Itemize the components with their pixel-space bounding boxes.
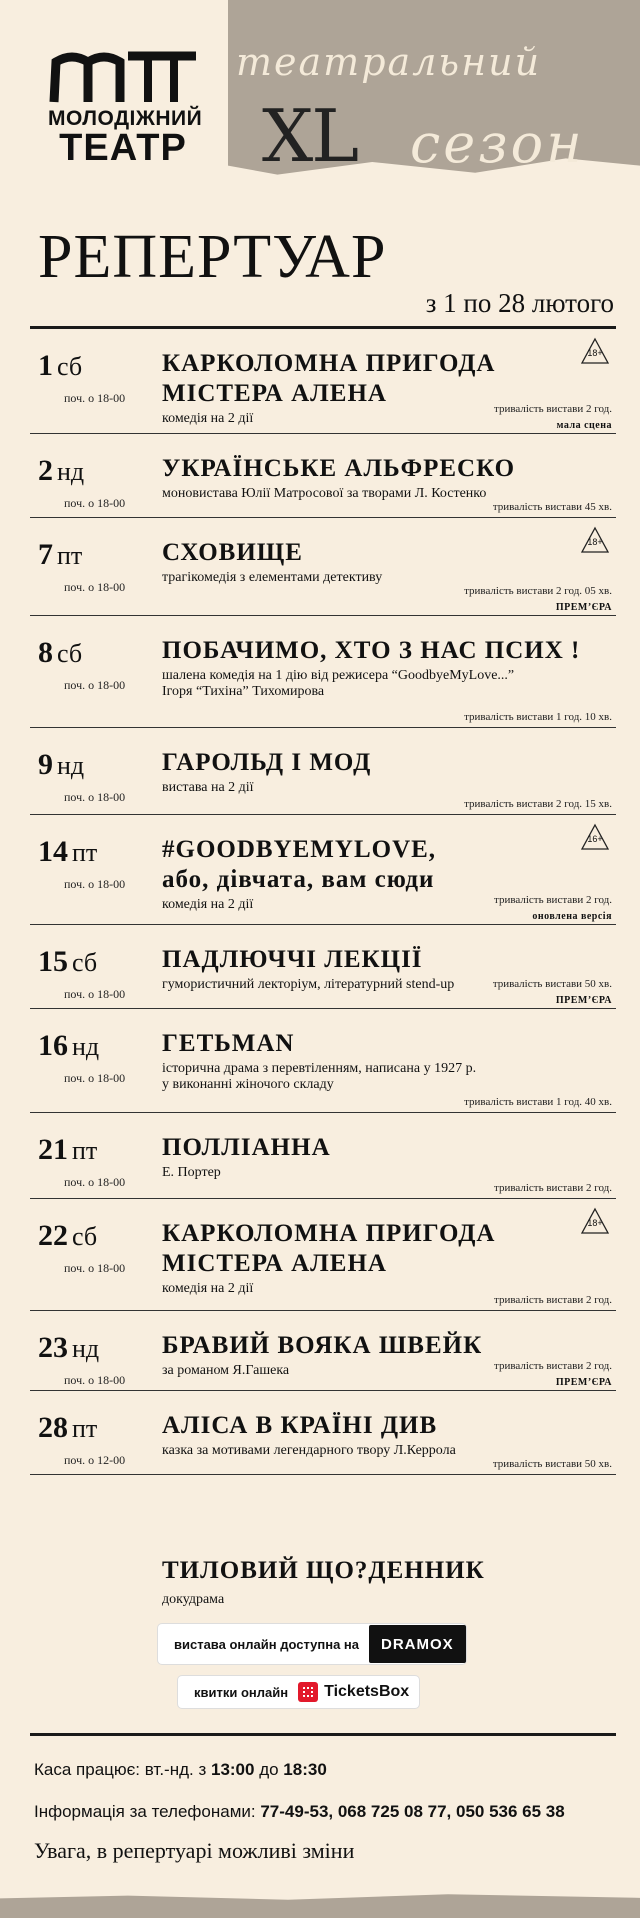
event-start-time: поч. о 18-00 bbox=[64, 678, 126, 692]
event-start-time: поч. о 12-00 bbox=[64, 1453, 126, 1467]
ticketsbox-logo: TicketsBox bbox=[324, 1683, 410, 1700]
event-title: ГЕТЬMAN bbox=[162, 1030, 295, 1057]
event-description: комедія на 2 дії bbox=[162, 897, 254, 912]
event-description: за романом Я.Гашека bbox=[162, 1363, 290, 1378]
ticketsbox-button[interactable] bbox=[178, 1676, 419, 1708]
logo-text-line1: МОЛОДІЖНИЙ bbox=[48, 107, 203, 130]
age-rating-badge bbox=[580, 823, 610, 851]
event-title: ГАРОЛЬД І МОД bbox=[162, 749, 372, 776]
age-rating-badge bbox=[580, 1207, 610, 1235]
event-tag: ПРЕМ’ЄРА bbox=[555, 602, 612, 613]
page-title: РЕПЕРТУАР bbox=[38, 223, 387, 291]
age-rating: 18+ bbox=[587, 348, 603, 358]
event-day: 16 bbox=[38, 1029, 68, 1062]
age-rating-badge bbox=[580, 337, 610, 365]
age-rating: 16+ bbox=[587, 834, 603, 844]
tickets-label: квитки онлайн bbox=[194, 1684, 289, 1700]
event-start-time: поч. о 18-00 bbox=[64, 391, 126, 405]
season-word: сезон bbox=[410, 112, 585, 175]
online-show-block bbox=[30, 1548, 616, 1726]
event-description: вистава на 2 дії bbox=[162, 780, 254, 795]
event-description-line2: у виконанні жіночого складу bbox=[162, 1077, 334, 1092]
event-description: комедія на 2 дії bbox=[162, 411, 254, 426]
event-row bbox=[30, 518, 616, 616]
event-date bbox=[38, 1219, 97, 1253]
event-day: 21 bbox=[38, 1133, 68, 1166]
event-weekday: пт bbox=[72, 1136, 98, 1165]
phone-info bbox=[34, 1802, 565, 1822]
event-weekday: нд bbox=[57, 751, 85, 780]
event-start-time: поч. о 18-00 bbox=[64, 987, 126, 1001]
date-range: з 1 по 28 лютого bbox=[425, 288, 614, 318]
event-date bbox=[38, 835, 97, 869]
event-day: 7 bbox=[38, 538, 53, 571]
event-weekday: нд bbox=[57, 457, 85, 486]
event-tag: ПРЕМ’ЄРА bbox=[555, 1377, 612, 1388]
event-day: 8 bbox=[38, 636, 53, 669]
event-description: казка за мотивами легендарного твору Л.Керрола bbox=[162, 1443, 456, 1458]
event-title: УКРАЇНСЬКЕ АЛЬФРЕСКО bbox=[162, 455, 516, 482]
box-office-open: 13:00 bbox=[210, 1760, 255, 1779]
box-office-hours bbox=[34, 1760, 327, 1780]
event-day: 1 bbox=[38, 349, 53, 382]
event-date bbox=[38, 748, 84, 782]
event-row bbox=[30, 329, 616, 434]
event-tag: мала сцена bbox=[556, 420, 612, 431]
schedule-warning: Увага, в репертуарі можливі зміни bbox=[34, 1838, 355, 1863]
event-date bbox=[38, 538, 82, 572]
online-show-desc: докудрама bbox=[162, 1592, 225, 1607]
event-row bbox=[30, 1199, 616, 1311]
event-description: шалена комедія на 1 дію від режисера “GoodbyeMyLove...” bbox=[162, 668, 515, 683]
event-description-line2: Ігоря “Тихіна” Тихомирова bbox=[162, 684, 325, 699]
event-start-time: поч. о 18-00 bbox=[64, 1175, 126, 1189]
event-title-line2: або, дівчата, вам сюди bbox=[162, 866, 435, 893]
event-weekday: нд bbox=[72, 1032, 100, 1061]
event-duration: тривалість вистави 1 год. 40 хв. bbox=[464, 1096, 612, 1108]
event-date bbox=[38, 1029, 99, 1063]
repertoire-list bbox=[30, 329, 616, 1475]
event-date bbox=[38, 349, 82, 383]
event-tag: оновлена версія bbox=[532, 911, 612, 922]
event-row bbox=[30, 434, 616, 518]
event-weekday: сб bbox=[72, 948, 98, 977]
event-weekday: пт bbox=[72, 838, 98, 867]
divider bbox=[30, 1733, 616, 1736]
event-date bbox=[38, 945, 97, 979]
event-start-time: поч. о 18-00 bbox=[64, 496, 126, 510]
event-tag: ПРЕМ’ЄРА bbox=[555, 995, 612, 1006]
event-description: моновистава Юлії Матросової за творами Л. Костенко bbox=[162, 486, 487, 501]
event-duration: тривалість вистави 2 год. bbox=[494, 1182, 612, 1194]
event-duration: тривалість вистави 2 год. bbox=[494, 1360, 612, 1372]
phone-numbers[interactable]: 77-49-53, 068 725 08 77, 050 536 65 38 bbox=[260, 1802, 565, 1821]
event-weekday: сб bbox=[57, 639, 83, 668]
event-weekday: нд bbox=[72, 1334, 100, 1363]
event-date bbox=[38, 1331, 99, 1365]
event-day: 14 bbox=[38, 835, 68, 868]
event-start-time: поч. о 18-00 bbox=[64, 1373, 126, 1387]
online-show-title: ТИЛОВИЙ ЩО?ДЕННИК bbox=[162, 1557, 485, 1584]
event-description: трагікомедія з елементами детективу bbox=[162, 570, 383, 585]
event-day: 2 bbox=[38, 454, 53, 487]
event-title-line2: МІСТЕРА АЛЕНА bbox=[162, 1250, 387, 1277]
logo-text-line2: ТЕАТР bbox=[59, 127, 187, 169]
event-title: ПОБАЧИМО, ХТО З НАС ПСИХ ! bbox=[162, 637, 581, 664]
event-title: ПОЛЛІАННА bbox=[162, 1134, 331, 1161]
event-title: ПАДЛЮЧЧІ ЛЕКЦІЇ bbox=[162, 946, 423, 973]
event-weekday: пт bbox=[72, 1414, 98, 1443]
event-weekday: пт bbox=[57, 541, 83, 570]
event-description: історична драма з перевтіленням, написана у 1927 р. bbox=[162, 1061, 477, 1076]
dramox-logo: DRAMOX bbox=[369, 1625, 466, 1663]
header bbox=[0, 0, 640, 218]
event-day: 22 bbox=[38, 1219, 68, 1252]
event-start-time: поч. о 18-00 bbox=[64, 580, 126, 594]
event-duration: тривалість вистави 50 хв. bbox=[492, 1458, 612, 1470]
event-weekday: сб bbox=[57, 352, 83, 381]
box-office-mid: до bbox=[254, 1760, 284, 1779]
theatre-logo bbox=[48, 48, 208, 167]
event-row bbox=[30, 925, 616, 1009]
event-row bbox=[30, 616, 616, 728]
event-date bbox=[38, 454, 84, 488]
event-description: Е. Портер bbox=[162, 1165, 221, 1180]
event-duration: тривалість вистави 2 год. 15 хв. bbox=[464, 798, 612, 810]
event-date bbox=[38, 1133, 97, 1167]
event-description: комедія на 2 дії bbox=[162, 1281, 254, 1296]
box-office-prefix: Каса працює: вт.-нд. з bbox=[34, 1760, 211, 1779]
event-duration: тривалість вистави 2 год. 05 хв. bbox=[464, 585, 612, 597]
age-rating: 18+ bbox=[587, 537, 603, 547]
event-day: 23 bbox=[38, 1331, 68, 1364]
event-start-time: поч. о 18-00 bbox=[64, 1261, 126, 1275]
event-duration: тривалість вистави 45 хв. bbox=[492, 501, 612, 513]
event-title: БРАВИЙ ВОЯКА ШВЕЙК bbox=[162, 1332, 483, 1359]
event-row bbox=[30, 1311, 616, 1391]
event-row bbox=[30, 1113, 616, 1199]
event-weekday: сб bbox=[72, 1222, 98, 1251]
season-number: XL bbox=[262, 94, 358, 178]
bottom-decoration bbox=[0, 1890, 640, 1918]
event-title: АЛІСА В КРАЇНІ ДИВ bbox=[162, 1412, 438, 1439]
event-row bbox=[30, 815, 616, 925]
event-row bbox=[30, 1391, 616, 1475]
season-label: театральний bbox=[236, 40, 542, 84]
event-duration: тривалість вистави 2 год. bbox=[494, 1294, 612, 1306]
age-rating-badge bbox=[580, 526, 610, 554]
event-duration: тривалість вистави 1 год. 10 хв. bbox=[464, 711, 612, 723]
event-title-line2: МІСТЕРА АЛЕНА bbox=[162, 380, 387, 407]
event-date bbox=[38, 636, 82, 670]
event-duration: тривалість вистави 2 год. bbox=[494, 894, 612, 906]
event-title: КАРКОЛОМНА ПРИГОДА bbox=[162, 1220, 496, 1247]
theatre-logo-mark-icon bbox=[48, 48, 198, 104]
event-title: #GOODBYEMYLOVE, bbox=[162, 836, 437, 863]
event-day: 9 bbox=[38, 748, 53, 781]
event-row bbox=[30, 728, 616, 815]
event-row bbox=[30, 1009, 616, 1113]
box-office-close: 18:30 bbox=[283, 1760, 327, 1779]
event-title: КАРКОЛОМНА ПРИГОДА bbox=[162, 350, 496, 377]
dramox-button[interactable] bbox=[158, 1624, 466, 1664]
phone-label: Інформація за телефонами: bbox=[34, 1802, 261, 1821]
event-title: СХОВИЩЕ bbox=[162, 539, 303, 566]
event-start-time: поч. о 18-00 bbox=[64, 877, 126, 891]
event-duration: тривалість вистави 2 год. bbox=[494, 403, 612, 415]
event-start-time: поч. о 18-00 bbox=[64, 790, 126, 804]
event-start-time: поч. о 18-00 bbox=[64, 1071, 126, 1085]
ticketsbox-icon bbox=[298, 1682, 318, 1702]
dramox-label: вистава онлайн доступна на bbox=[174, 1636, 360, 1652]
event-duration: тривалість вистави 50 хв. bbox=[492, 978, 612, 990]
age-rating: 18+ bbox=[587, 1218, 603, 1228]
event-date bbox=[38, 1411, 97, 1445]
event-day: 28 bbox=[38, 1411, 68, 1444]
event-day: 15 bbox=[38, 945, 68, 978]
event-description: гумористичний лекторіум, літературний stend-up bbox=[162, 977, 455, 992]
